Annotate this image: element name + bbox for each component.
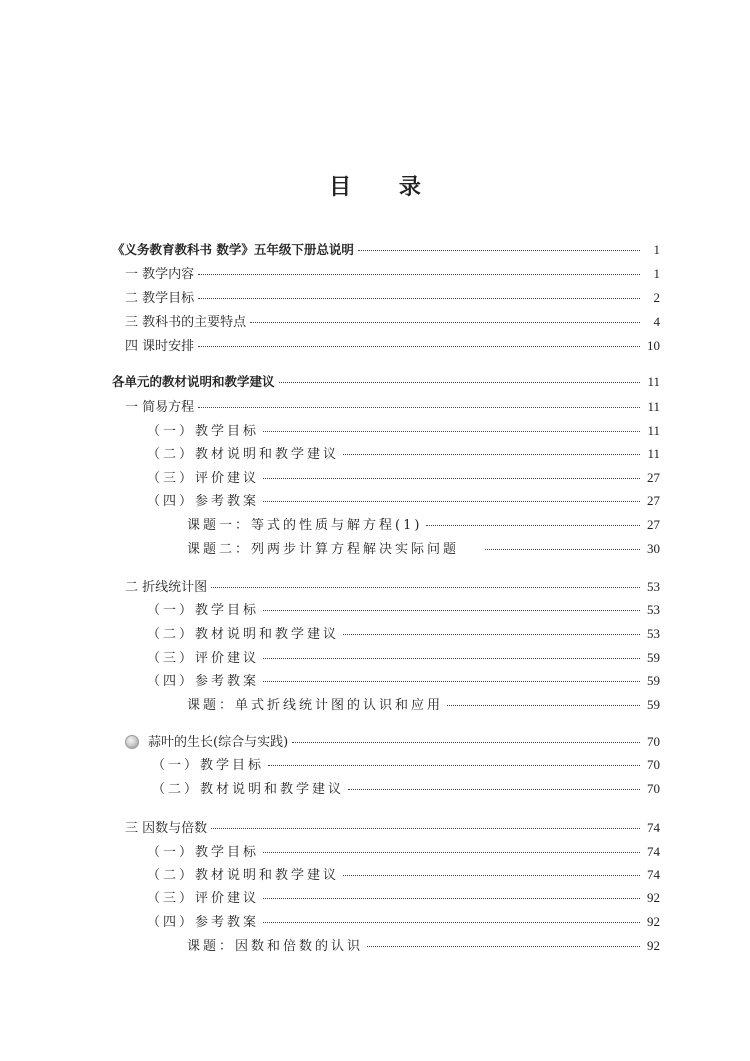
toc-entry-unit-3-goals[interactable] — [147, 841, 660, 863]
toc-entry-label: （二）教材说明和教学建议 — [147, 627, 340, 642]
toc-page-number: 27 — [647, 470, 660, 485]
dot-leader — [198, 346, 640, 347]
toc-page-number: 10 — [647, 338, 660, 353]
dot-leader — [263, 922, 640, 923]
toc-entry-unit-1-notes[interactable] — [147, 443, 660, 465]
circle-bullet-icon — [125, 735, 139, 749]
dot-leader — [367, 946, 640, 947]
toc-entry-unit-1-evaluation[interactable] — [147, 467, 660, 489]
toc-entry-label: 一 教学内容 — [125, 267, 195, 282]
dot-leader — [485, 549, 640, 550]
toc-entry-label: 一 简易方程 — [125, 400, 195, 415]
toc-page-number: 70 — [647, 757, 660, 772]
toc-page-number: 11 — [647, 423, 660, 438]
dot-leader — [426, 525, 640, 526]
toc-entry-unit-2-goals[interactable] — [147, 599, 660, 621]
toc-entry-label: （一）教学目标 — [147, 845, 260, 860]
toc-entry-unit-3-lesson-plans[interactable] — [147, 911, 660, 933]
toc-entry-textbook-features[interactable] — [125, 311, 660, 333]
dot-leader — [263, 681, 640, 682]
toc-page-number: 1 — [653, 242, 660, 257]
toc-page-number: 74 — [647, 844, 660, 859]
dot-leader — [198, 274, 640, 275]
toc-page-number: 53 — [647, 602, 660, 617]
toc-entry-label: 二 折线统计图 — [125, 580, 208, 595]
dot-leader — [198, 298, 640, 299]
dot-leader — [250, 322, 640, 323]
toc-entry-label: （四）参考教案 — [147, 674, 260, 689]
dot-leader — [279, 382, 640, 383]
dot-leader — [447, 705, 640, 706]
dot-leader — [263, 898, 640, 899]
toc-entry-unit-3-notes[interactable] — [147, 864, 660, 886]
toc-entry-garlic-goals[interactable] — [152, 754, 660, 776]
dot-leader — [343, 634, 640, 635]
toc-entry-label: 课题一：等式的性质与解方程(1) — [187, 518, 423, 533]
toc-entry-label: 三 因数与倍数 — [125, 821, 208, 836]
toc-entry-unit-2-notes[interactable] — [147, 623, 660, 645]
toc-page-number: 59 — [647, 673, 660, 688]
toc-page-number: 27 — [647, 493, 660, 508]
dot-leader — [348, 789, 640, 790]
toc-page-number: 92 — [647, 914, 660, 929]
toc-entry-unit-3[interactable] — [125, 817, 660, 839]
toc-page-number: 2 — [653, 290, 660, 305]
toc-entry-unit-1-lesson-plans[interactable] — [147, 490, 660, 512]
toc-entry-label: 课题：因数和倍数的认识 — [187, 939, 364, 954]
dot-leader — [263, 501, 640, 502]
toc-entry-label: （三）评价建议 — [147, 471, 260, 486]
dot-leader — [292, 742, 640, 743]
toc-entry-teaching-goals[interactable] — [125, 287, 660, 309]
toc-entry-label: 课题二：列两步计算方程解决实际问题 — [187, 542, 460, 557]
page-title: 目 录 — [329, 175, 441, 200]
toc-entry-unit-1-lesson-2[interactable] — [187, 538, 660, 560]
toc-entry-unit-2-lesson-plans[interactable] — [147, 670, 660, 692]
toc-page-number: 4 — [653, 314, 660, 329]
toc-entry-label: 蒜叶的生长(综合与实践) — [148, 735, 289, 750]
toc-page-number: 53 — [647, 626, 660, 641]
toc-page-number: 59 — [647, 650, 660, 665]
toc-page-number: 70 — [647, 734, 660, 749]
dot-leader — [263, 431, 640, 432]
dot-leader — [211, 587, 640, 588]
toc-entry-label: 各单元的教材说明和教学建议 — [112, 374, 275, 389]
toc-page-number: 53 — [647, 579, 660, 594]
toc-page-number: 70 — [647, 781, 660, 796]
toc-entry-teaching-content[interactable] — [125, 263, 660, 285]
toc-entry-label: （三）评价建议 — [147, 651, 260, 666]
toc-entry-label: （二）教材说明和教学建议 — [152, 782, 345, 797]
toc-entry-label: （二）教材说明和教学建议 — [147, 868, 340, 883]
toc-entry-unit-2-evaluation[interactable] — [147, 647, 660, 669]
dot-leader — [263, 610, 640, 611]
toc-page-number: 92 — [647, 938, 660, 953]
toc-page-number: 11 — [647, 399, 660, 414]
toc-entry-unit-2[interactable] — [125, 576, 660, 598]
toc-entry-unit-1-lesson-1[interactable] — [187, 514, 660, 536]
toc-entry-label: （四）参考教案 — [147, 915, 260, 930]
toc-entry-label: （四）参考教案 — [147, 494, 260, 509]
toc-entry-label: 四 课时安排 — [125, 339, 195, 354]
toc-entry-unit-notes[interactable] — [112, 371, 660, 393]
dot-leader — [268, 765, 640, 766]
toc-entry-general-notes[interactable] — [112, 239, 660, 261]
toc-entry-label: （一）教学目标 — [147, 603, 260, 618]
dot-leader — [263, 478, 640, 479]
toc-page-number: 27 — [647, 517, 660, 532]
dot-leader — [263, 852, 640, 853]
toc-entry-unit-2-lesson[interactable] — [187, 694, 660, 716]
toc-page-number: 74 — [647, 867, 660, 882]
toc-entry-label: （一）教学目标 — [152, 758, 265, 773]
toc-entry-label: （三）评价建议 — [147, 891, 260, 906]
dot-leader — [198, 407, 640, 408]
toc-entry-label: （一）教学目标 — [147, 424, 260, 439]
toc-entry-garlic-notes[interactable] — [152, 778, 660, 800]
toc-entry-class-schedule[interactable] — [125, 335, 660, 357]
dot-leader — [343, 454, 640, 455]
toc-page-number: 59 — [647, 697, 660, 712]
toc-page-number: 92 — [647, 890, 660, 905]
toc-entry-unit-3-lesson[interactable] — [187, 935, 660, 957]
toc-entry-label: 课题：单式折线统计图的认识和应用 — [187, 698, 444, 713]
toc-entry-label: 二 教学目标 — [125, 291, 195, 306]
toc-page-number: 1 — [653, 266, 660, 281]
toc-page-number: 11 — [647, 374, 660, 389]
toc-entry-garlic-practice[interactable] — [148, 731, 660, 753]
dot-leader — [263, 658, 640, 659]
toc-entry-unit-1-goals[interactable] — [147, 420, 660, 442]
dot-leader — [211, 828, 640, 829]
toc-entry-label: （二）教材说明和教学建议 — [147, 447, 340, 462]
dot-leader — [358, 250, 640, 251]
toc-entry-label: 《义务教育教科书 数学》五年级下册总说明 — [112, 242, 354, 257]
toc-page-number: 74 — [647, 820, 660, 835]
toc-page-number: 11 — [647, 446, 660, 461]
toc-entry-label: 三 教科书的主要特点 — [125, 315, 247, 330]
toc-entry-unit-1[interactable] — [125, 396, 660, 418]
dot-leader — [343, 875, 640, 876]
toc-page-number: 30 — [647, 541, 660, 556]
toc-entry-unit-3-evaluation[interactable] — [147, 887, 660, 909]
